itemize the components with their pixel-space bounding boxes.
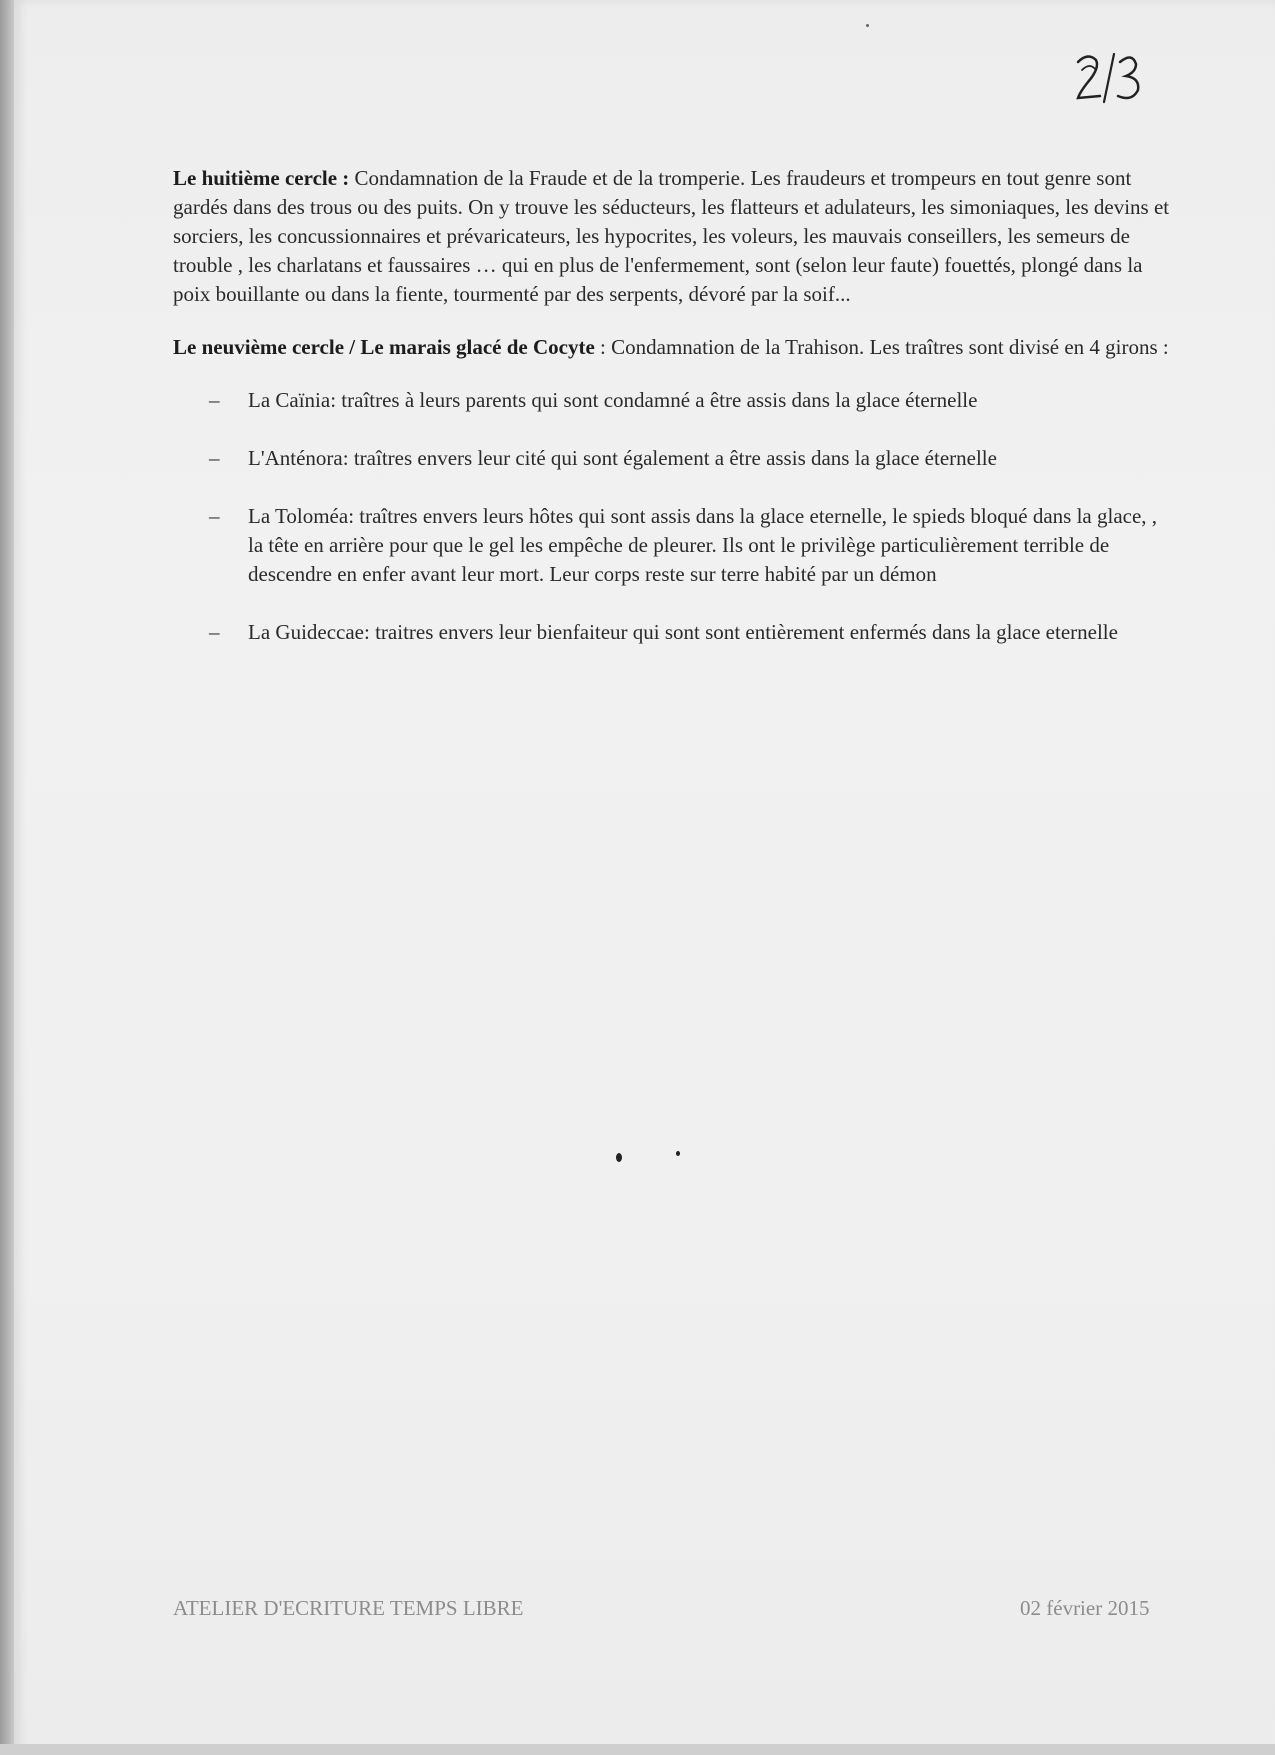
paragraph-neuvieme-cercle xyxy=(173,333,1173,362)
handwritten-page-number xyxy=(1070,48,1160,108)
giron-text: La Toloméa: traîtres envers leurs hôtes qui sont assis dans la glace eternelle, le spieds bloqué dans la glace, , la tête en arrière pour que le gel les empêche de pleurer. Ils ont le privilège particulièrement terrible de descendre en enfer avant leur mort. Leur corps reste sur terre habité par un démon xyxy=(248,504,1158,586)
paragraph-huitieme-cercle xyxy=(173,164,1173,309)
heading-huitieme-cercle: Le huitième cercle : xyxy=(173,166,350,190)
ink-speck xyxy=(616,1153,622,1162)
scan-left-edge xyxy=(0,0,14,1755)
list-dash: – xyxy=(209,388,220,412)
list-item-giron-tolomea xyxy=(173,502,1173,589)
ink-speck xyxy=(866,24,869,27)
scan-bottom-edge xyxy=(0,1744,1275,1755)
list-dash: – xyxy=(209,504,220,528)
list-dash: – xyxy=(209,620,220,644)
giron-text: La Caïnia: traîtres à leurs parents qui sont condamné a être assis dans la glace éternelle xyxy=(248,388,978,412)
document-body xyxy=(173,164,1173,676)
footer-date: 02 février 2015 xyxy=(1020,1596,1150,1620)
text-huitieme-cercle: Condamnation de la Fraude et de la tromperie. Les fraudeurs et trompeurs en tout genre sont gardés dans des trous ou des puits. On y trouve les séducteurs, les flatteurs et adulateurs, les simoniaques, les devins et sorciers, les concussionnaires et prévaricateurs, les hypocrites, les voleurs, les mauvais conseillers, les semeurs de trouble , les charlatans et faussaires … qui en plus de l'enfermement, sont (selon leur faute) fouettés, plongé dans la poix bouillante ou dans la fiente, tourmenté par des serpents, dévoré par la soif... xyxy=(173,166,1170,306)
list-item-giron-caina xyxy=(173,386,1173,415)
giron-text: La Guideccae: traitres envers leur bienfaiteur qui sont sont entièrement enfermés dans la glace eternelle xyxy=(248,620,1118,644)
list-item-giron-guideccae xyxy=(173,618,1173,647)
footer-workshop-name: ATELIER D'ECRITURE TEMPS LIBRE xyxy=(173,1596,524,1620)
girons-list xyxy=(173,386,1173,647)
list-item-giron-antenora xyxy=(173,444,1173,473)
ink-speck xyxy=(676,1151,680,1156)
text-neuvieme-cercle: : Condamnation de la Trahison. Les traîtres sont divisé en 4 girons : xyxy=(594,335,1169,359)
list-dash: – xyxy=(209,446,220,470)
heading-neuvieme-cercle: Le neuvième cercle / Le marais glacé de Cocyte xyxy=(173,335,595,359)
giron-text: L'Anténora: traîtres envers leur cité qui sont également a être assis dans la glace éternelle xyxy=(248,446,997,470)
